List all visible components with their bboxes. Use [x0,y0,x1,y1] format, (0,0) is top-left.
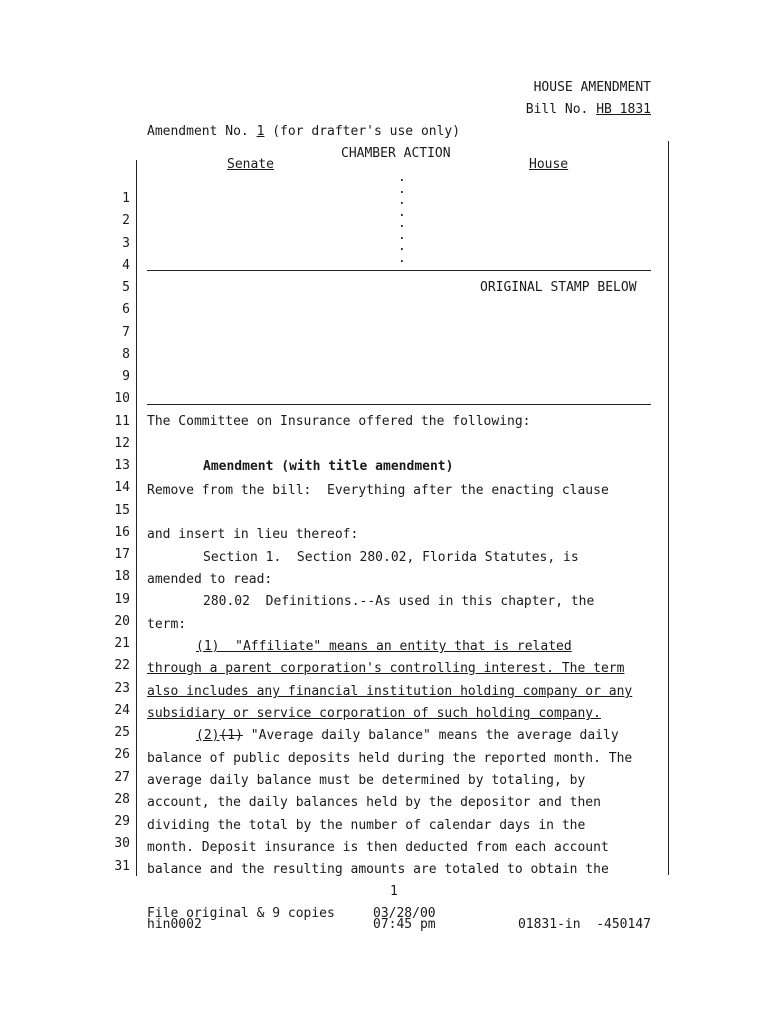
amendment-heading: Amendment (with title amendment) [203,459,454,474]
document-title: HOUSE AMENDMENT [533,80,651,95]
chamber-divider-dots: . . . . . . . . [398,170,406,266]
footer-date: 03/28/00 [373,906,436,921]
line-number: 24 [114,703,130,718]
line-number: 16 [114,525,130,540]
line-number: 27 [114,770,130,785]
body-line-22: through a parent corporation's controlling interest. The term [147,661,625,676]
body-line-25-text: "Average daily balance" means the average daily [242,728,619,743]
line-number: 13 [114,458,130,473]
line-number: 1 [122,191,130,206]
line-number: 25 [114,725,130,740]
line-number: 18 [114,569,130,584]
line-number: 7 [122,325,130,340]
line-number: 9 [122,369,130,384]
footer-time: 07:45 pm [373,917,436,932]
body-line-28: account, the daily balances held by the depositor and then [147,795,601,810]
body-line-19: 280.02 Definitions.--As used in this chapter, the [203,594,595,609]
inserted-numbering: (2) [196,728,220,743]
amendment-suffix: (for drafter's use only) [264,124,461,139]
line-number: 21 [114,636,130,651]
stamp-label: ORIGINAL STAMP BELOW [480,280,637,295]
page-number: 1 [390,884,398,899]
stamp-top-rule [147,270,651,271]
line-number: 23 [114,681,130,696]
line-number: 12 [114,436,130,451]
body-line-31: balance and the resulting amounts are totaled to obtain the [147,862,609,877]
body-line-24: subsidiary or service corporation of such holding company. [147,706,601,721]
line-number: 31 [114,859,130,874]
body-line-14: Remove from the bill: Everything after the enacting clause [147,483,609,498]
body-line-27: average daily balance must be determined by totaling, by [147,773,586,788]
line-number: 10 [114,391,130,406]
drafter-code: hin0002 [147,917,202,932]
house-label: House [529,157,569,172]
right-margin-rule [668,141,669,875]
line-number: 8 [122,347,130,362]
body-line-21: (1) "Affiliate" means an entity that is related [196,639,572,654]
body-line-23: also includes any financial institution holding company or any [147,684,633,699]
stamp-bottom-rule [147,404,651,405]
line-number: 30 [114,836,130,851]
body-line-17: Section 1. Section 280.02, Florida Statutes, is [203,550,579,565]
file-note: File original & 9 copies [147,906,335,921]
line-number: 29 [114,814,130,829]
amendment-number [147,124,460,140]
body-line-11: The Committee on Insurance offered the following: [147,414,531,429]
body-line-30: month. Deposit insurance is then deducted from each account [147,840,609,855]
line-number: 14 [114,480,130,495]
line-number: 19 [114,592,130,607]
line-number: 17 [114,547,130,562]
deleted-numbering: (1) [219,728,243,743]
bill-prefix: Bill No. [525,102,597,117]
line-number: 2 [122,213,130,228]
line-number: 11 [114,414,130,429]
bill-number [526,102,651,118]
chamber-action-title: CHAMBER ACTION [341,146,451,161]
line-number: 3 [122,236,130,251]
document-id: 01831-in -450147 [517,917,651,932]
line-number: 22 [114,658,130,673]
left-margin-rule [136,160,137,876]
body-line-25 [196,728,619,744]
body-line-20: term: [147,617,187,632]
amendment-number-value: 1 [256,124,265,139]
line-number: 4 [122,258,130,273]
amendment-prefix: Amendment No. [147,124,257,139]
body-line-29: dividing the total by the number of calendar days in the [147,818,586,833]
line-number: 15 [114,503,130,518]
body-line-16: and insert in lieu thereof: [147,527,359,542]
senate-label: Senate [227,157,274,172]
line-number: 20 [114,614,130,629]
bill-number-value: HB 1831 [596,102,651,117]
line-number: 6 [122,302,130,317]
line-number: 5 [122,280,130,295]
line-number: 26 [114,747,130,762]
body-line-26: balance of public deposits held during the reported month. The [147,751,633,766]
body-line-18: amended to read: [147,572,273,587]
line-number: 28 [114,792,130,807]
